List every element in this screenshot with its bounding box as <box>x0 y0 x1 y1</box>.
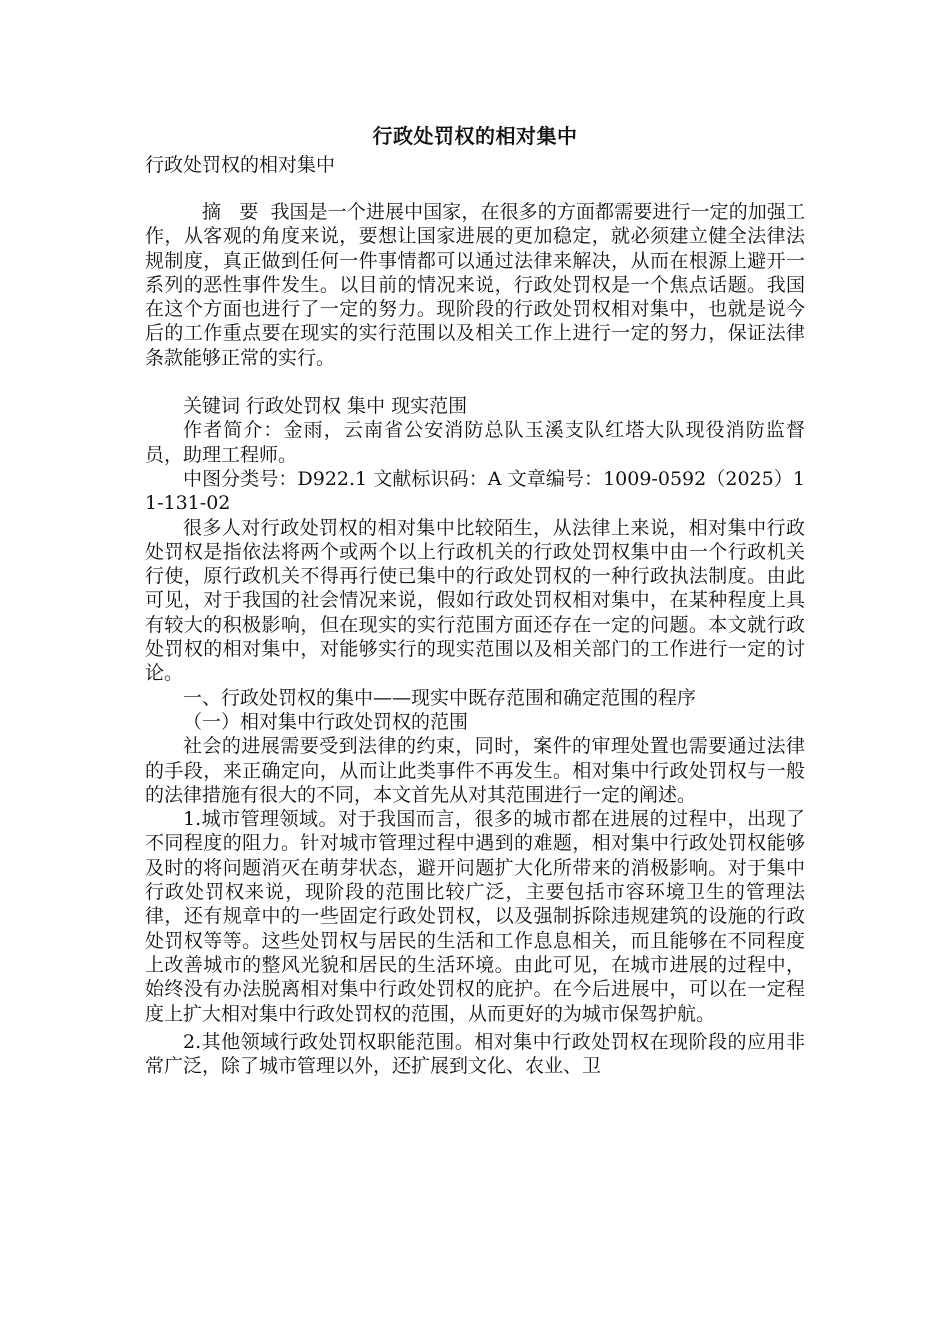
list-item-other-fields: 2.其他领域行政处罚权职能范围。相对集中行政处罚权在现阶段的应用非常广泛，除了城市管理以外，还扩展到文化、农业、卫 <box>145 1030 805 1078</box>
classification-info: 中图分类号：D922.1 文献标识码：A 文章编号：1009-0592（2025）11-131-02 <box>145 467 805 515</box>
intro-paragraph: 很多人对行政处罚权的相对集中比较陌生，从法律上来说，相对集中行政处罚权是指依法将两个或两个以上行政机关的行政处罚权集中由一个行政机关行使，原行政机关不得再行使已集中的行政处罚权的一种行政执法制度。由此可见，对于我国的社会情况来说，假如行政处罚权相对集中，在某种程度上具有较大的积极影响，但在现实的实行范围方面还存在一定的问题。本文就行政处罚权的相对集中，对能够实行的现实范围以及相关部门的工作进行一定的讨论。 <box>145 516 805 685</box>
body-paragraph: 社会的进展需要受到法律的约束，同时，案件的审理处置也需要通过法律的手段，来正确定向，从而让此类事件不再发生。相对集中行政处罚权与一般的法律措施有很大的不同，本文首先从对其范围进行一定的阐述。 <box>145 735 805 806</box>
list-item-urban-management: 1.城市管理领域。对于我国而言，很多的城市都在进展的过程中，出现了不同程度的阻力。针对城市管理过程中遇到的难题，相对集中行政处罚权能够及时的将问题消灭在萌芽状态，避开问题扩大化所带来的消极影响。对于集中行政处罚权来说，现阶段的范围比较广泛，主要包括市容环境卫生的管理法律，还有规章中的一些固定行政处罚权，以及强制拆除违规建筑的设施的行政处罚权等等。这些处罚权与居民的生活和工作息息相关，而且能够在不同程度上改善城市的整风光貌和居民的生活环境。由此可见，在城市进展的过程中，始终没有办法脱离相对集中行政处罚权的庇护。在今后进展中，可以在一定程度上扩大相对集中行政处罚权的范围，从而更好的为城市保驾护航。 <box>145 808 805 1025</box>
document-page <box>145 120 805 1078</box>
document-title: 行政处罚权的相对集中 <box>372 124 578 148</box>
abstract-paragraph <box>145 200 805 370</box>
abstract-label: 摘 要 <box>202 201 265 223</box>
abstract-text: 我国是一个进展中国家，在很多的方面都需要进行一定的加强工作，从客观的角度来说，要想让国家进展的更加稳定，就必须建立健全法律法规制度，真正做到任何一件事情都可以通过法律来解决，从而在根源上避开一系列的恶性事件发生。以目前的情况来说，行政处罚权是一个焦点话题。我国在这个方面也进行了一定的努力。现阶段的行政处罚权相对集中，也就是说今后的工作重点要在现实的实行范围以及相关工作上进行一定的努力，保证法律条款能够正常的实行。 <box>145 201 805 369</box>
document-subtitle: 行政处罚权的相对集中 <box>145 154 336 176</box>
keywords: 关键词 行政处罚权 集中 现实范围 <box>183 395 468 418</box>
author-bio: 作者简介：金雨，云南省公安消防总队玉溪支队红塔大队现役消防监督员，助理工程师。 <box>145 419 805 466</box>
subsection-heading-1-1: （一）相对集中行政处罚权的范围 <box>183 710 469 733</box>
section-heading-1: 一、行政处罚权的集中——现实中既存范围和确定范围的程序 <box>183 686 697 709</box>
